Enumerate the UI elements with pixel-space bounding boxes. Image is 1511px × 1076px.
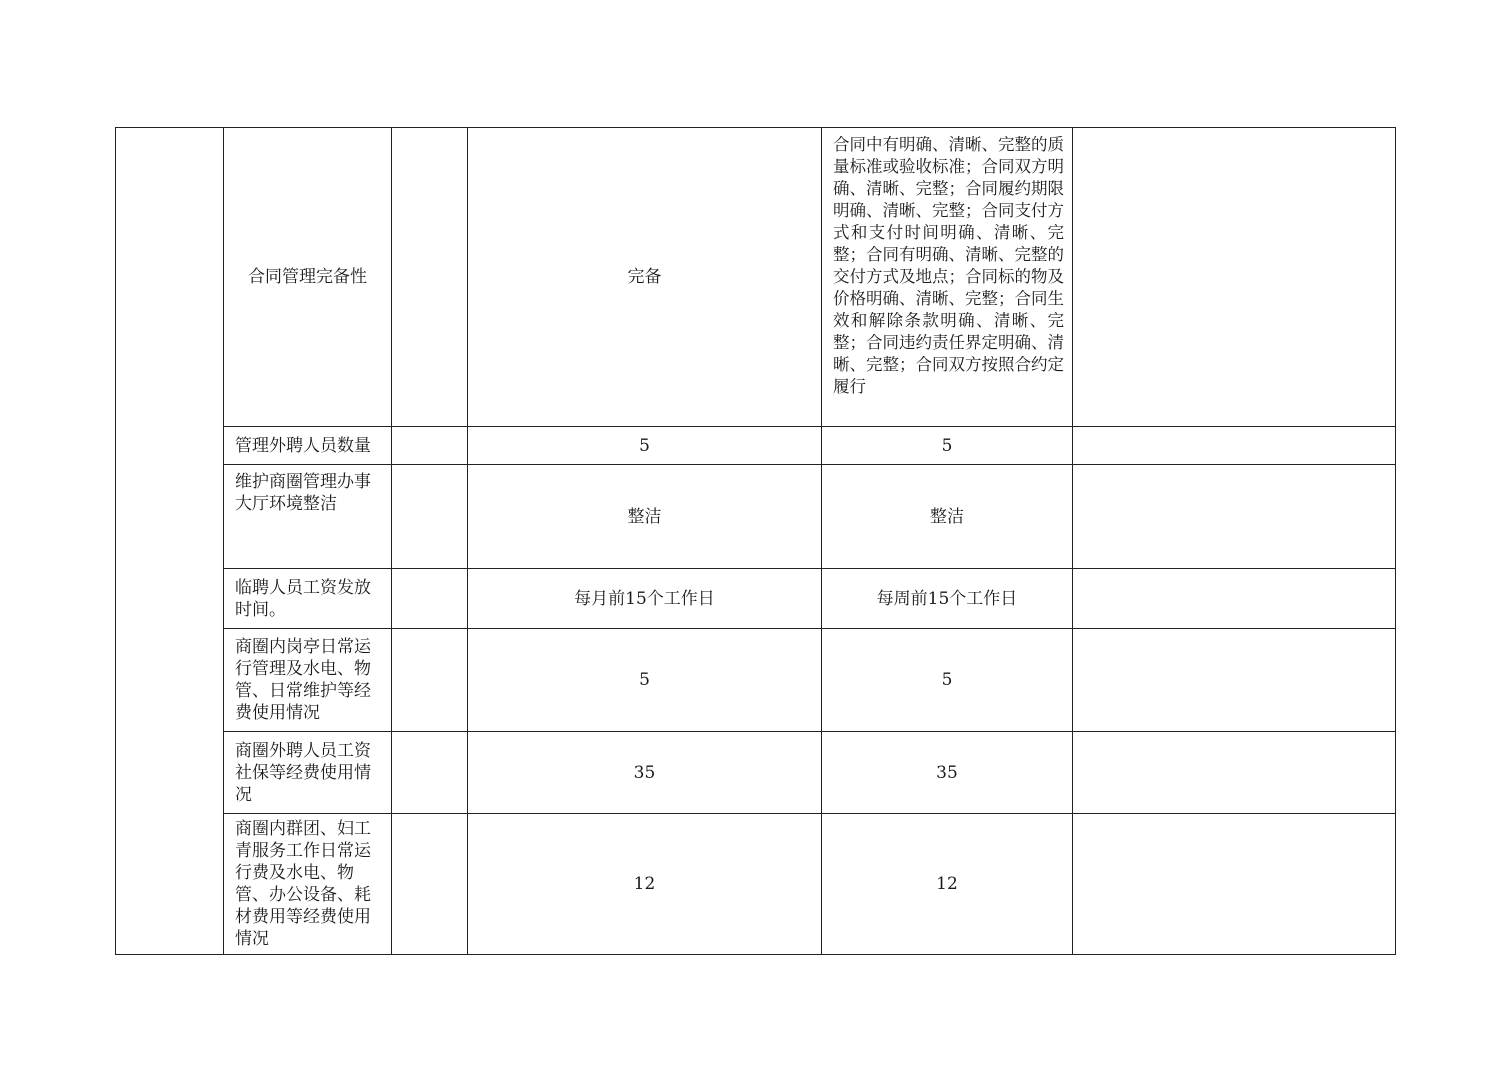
actual-value-cell: 每周前15个工作日 [822, 569, 1073, 629]
table-row [116, 814, 1396, 955]
remark-cell [1073, 629, 1396, 732]
empty-cell [392, 814, 468, 955]
indicator-name-cell: 临聘人员工资发放时间。 [224, 569, 392, 629]
empty-cell [392, 569, 468, 629]
indicator-name-cell: 商圈内岗亭日常运行管理及水电、物管、日常维护等经费使用情况 [224, 629, 392, 732]
remark-cell [1073, 128, 1396, 427]
actual-value-cell: 12 [822, 814, 1073, 955]
table-row [116, 465, 1396, 569]
indicator-name-cell: 维护商圈管理办事大厅环境整洁 [224, 465, 392, 569]
actual-value-cell: 5 [822, 629, 1073, 732]
empty-cell [392, 629, 468, 732]
empty-cell [392, 128, 468, 427]
target-value-cell: 完备 [468, 128, 822, 427]
performance-table-page [115, 127, 1395, 955]
indicator-name-cell: 管理外聘人员数量 [224, 427, 392, 465]
indicator-name-cell: 合同管理完备性 [224, 128, 392, 427]
performance-indicator-table [115, 127, 1396, 955]
target-value-cell: 每月前15个工作日 [468, 569, 822, 629]
table-row [116, 427, 1396, 465]
remark-cell [1073, 814, 1396, 955]
table-row [116, 732, 1396, 814]
target-value-cell: 5 [468, 629, 822, 732]
category-cell [116, 128, 224, 955]
indicator-name-cell: 商圈内群团、妇工青服务工作日常运行费及水电、物管、办公设备、耗材费用等经费使用情况 [224, 814, 392, 955]
target-value-cell: 35 [468, 732, 822, 814]
table-row [116, 569, 1396, 629]
remark-cell [1073, 569, 1396, 629]
table-row [116, 629, 1396, 732]
target-value-cell: 整洁 [468, 465, 822, 569]
actual-value-cell: 35 [822, 732, 1073, 814]
actual-value-cell: 合同中有明确、清晰、完整的质量标准或验收标准；合同双方明确、清晰、完整；合同履约期限明确、清晰、完整；合同支付方式和支付时间明确、清晰、完整；合同有明确、清晰、完整的交付方式及地点；合同标的物及价格明确、清晰、完整；合同生效和解除条款明确、清晰、完整；合同违约责任界定明确、清晰、完整；合同双方按照合约定履行 [822, 128, 1073, 427]
table-row [116, 128, 1396, 427]
remark-cell [1073, 732, 1396, 814]
remark-cell [1073, 465, 1396, 569]
empty-cell [392, 427, 468, 465]
remark-cell [1073, 427, 1396, 465]
actual-value-cell: 5 [822, 427, 1073, 465]
indicator-name-cell: 商圈外聘人员工资社保等经费使用情况 [224, 732, 392, 814]
empty-cell [392, 732, 468, 814]
target-value-cell: 5 [468, 427, 822, 465]
target-value-cell: 12 [468, 814, 822, 955]
actual-value-cell: 整洁 [822, 465, 1073, 569]
empty-cell [392, 465, 468, 569]
